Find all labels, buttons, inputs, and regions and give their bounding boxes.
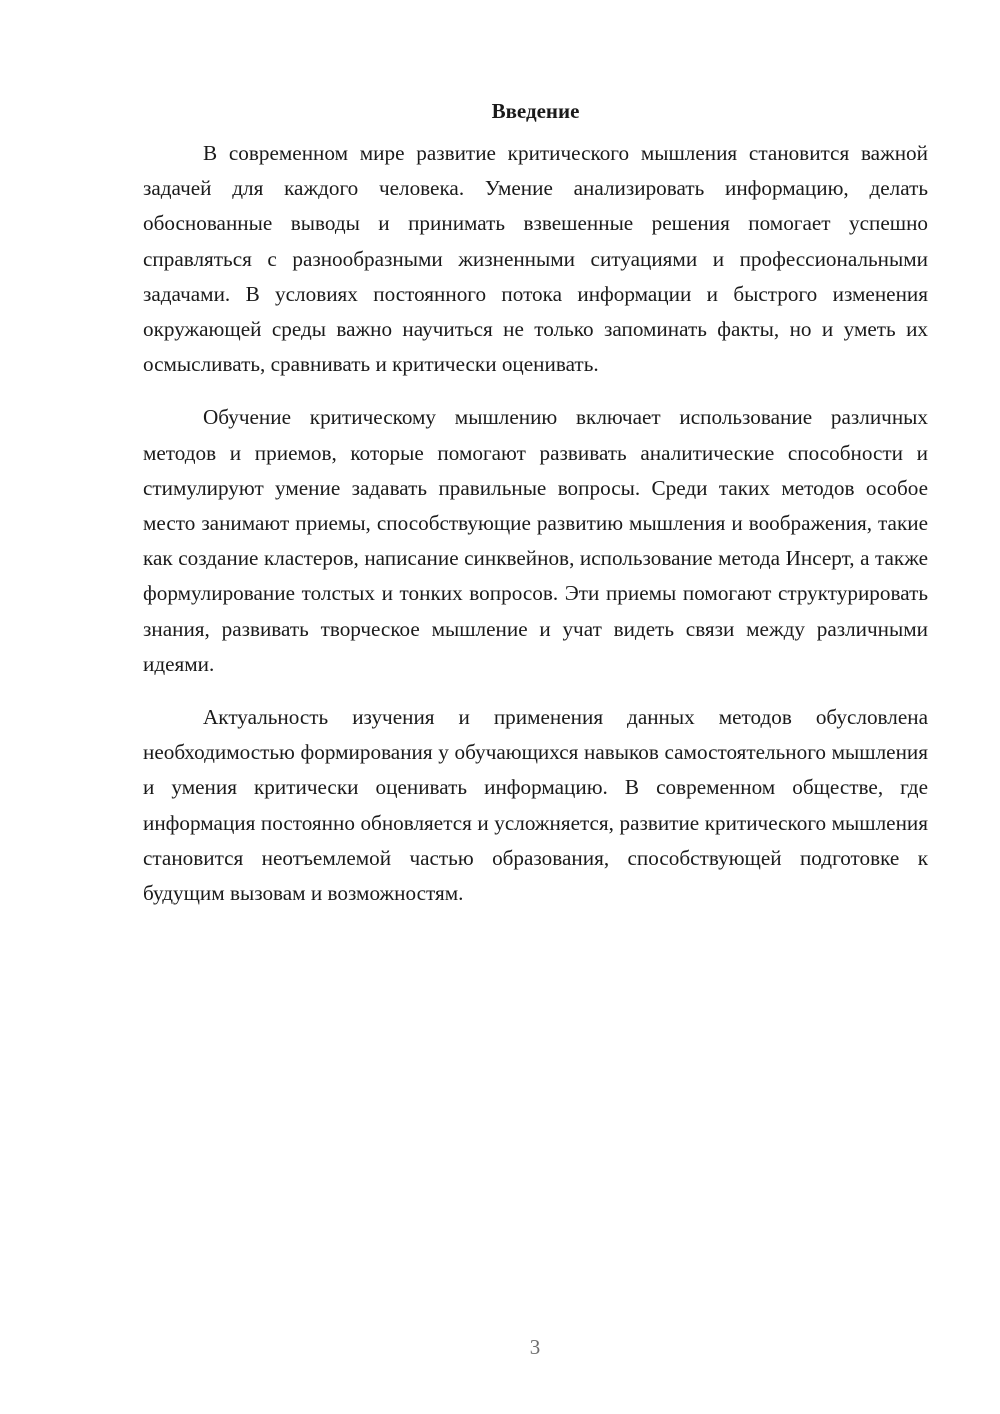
section-heading: Введение	[491, 99, 580, 123]
paragraph-1: В современном мире развитие критического мышления становится важной задачей для каждого человека. Умение анализировать информацию, делать обоснованные выводы и принимать взвешенные решения помогает успешно справляться с разнообразными жизненными ситуациями и профессиональными задачами. В условиях постоянного потока информации и быстрого изменения окружающей среды важно научиться не только запоминать факты, но и уметь их осмысливать, сравнивать и критически оценивать.	[143, 141, 928, 377]
page-content	[143, 96, 928, 911]
paragraph-2: Обучение критическому мышлению включает использование различных методов и приемов, которые помогают развивать аналитические способности и стимулируют умение задавать правильные вопросы. Среди таких методов особое место занимают приемы, способствующие развитию мышления и воображения, такие как создание кластеров, написание синквейнов, использование метода Инсерт, а также формулирование толстых и тонких вопросов. Эти приемы помогают структурировать знания, развивать творческое мышление и учат видеть связи между различными идеями.	[143, 405, 928, 676]
page-number: 3	[529, 1335, 541, 1359]
paragraph-3: Актуальность изучения и применения данных методов обусловлена необходимостью формирования у обучающихся навыков самостоятельного мышления и умения критически оценивать информацию. В современном обществе, где информация постоянно обновляется и усложняется, развитие критического мышления становится неотъемлемой частью образования, способствующей подготовке к будущим вызовам и возможностям.	[143, 705, 928, 906]
